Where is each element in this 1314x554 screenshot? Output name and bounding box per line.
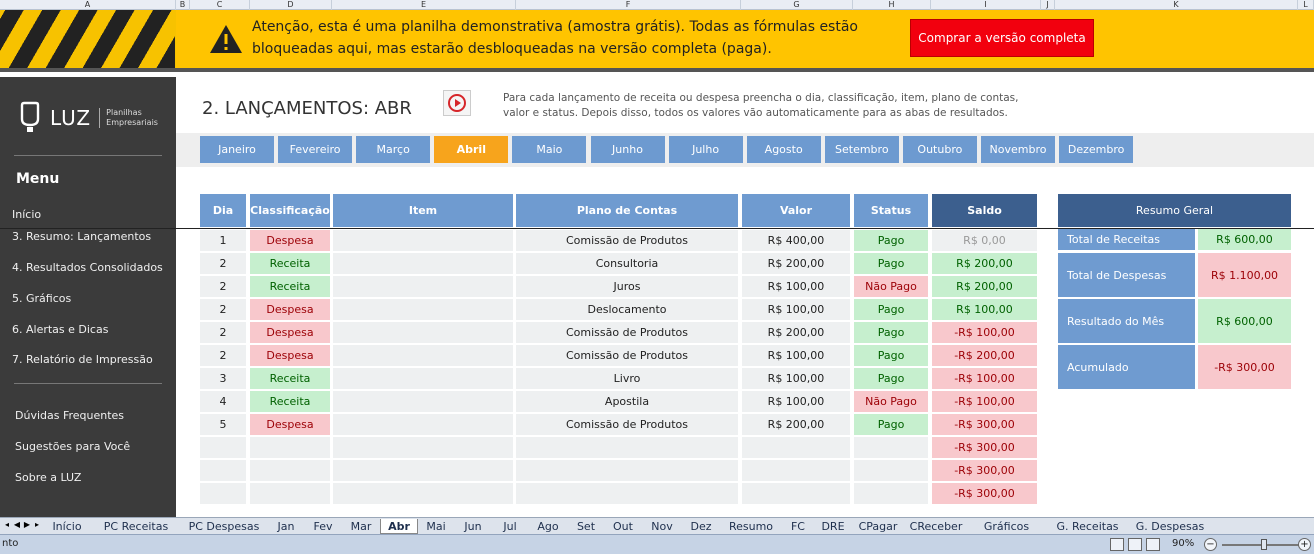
- cell-valor[interactable]: [742, 483, 852, 504]
- sidebar-divider: [14, 383, 162, 384]
- warning-banner: [0, 10, 1314, 68]
- resumo-label: Resultado do Mês: [1058, 299, 1195, 343]
- logo-word: LUZ: [50, 106, 92, 130]
- bulb-icon: [18, 101, 42, 135]
- sidebar-item-alertas-dicas[interactable]: 6. Alertas e Dicas: [12, 323, 109, 336]
- cell-status[interactable]: Não Pago: [854, 276, 930, 297]
- zoom-level[interactable]: 90%: [1172, 538, 1195, 549]
- cell-status[interactable]: Pago: [854, 345, 930, 366]
- cell-plano[interactable]: Comissão de Produtos: [516, 230, 740, 251]
- page-layout-view-icon[interactable]: [1128, 538, 1142, 551]
- cell-item[interactable]: [333, 368, 515, 389]
- resumo-value: R$ 600,00: [1198, 229, 1291, 250]
- sidebar-item-resultados-consolidados[interactable]: 4. Resultados Consolidados: [12, 261, 163, 274]
- cell-saldo[interactable]: -R$ 300,00: [932, 483, 1039, 504]
- cell-status[interactable]: [854, 460, 930, 481]
- sheet-tab[interactable]: Jul: [503, 520, 517, 533]
- sheet-tab[interactable]: G. Despesas: [1135, 520, 1205, 533]
- warning-icon: [209, 24, 243, 54]
- month-tab[interactable]: Julho: [669, 136, 743, 163]
- sheet-tab[interactable]: CReceber: [909, 520, 963, 533]
- tab-first-icon[interactable]: ◂: [4, 520, 9, 529]
- cell-plano[interactable]: Apostila: [516, 391, 740, 412]
- month-tab[interactable]: Junho: [591, 136, 665, 163]
- sheet-tab[interactable]: Dez: [690, 520, 712, 533]
- sheet-tab[interactable]: Fev: [313, 520, 333, 533]
- cell-dia[interactable]: [200, 437, 248, 458]
- sheet-tab-bar: [0, 517, 1314, 534]
- sheet-tab[interactable]: Início: [52, 520, 82, 533]
- cell-classificacao[interactable]: [250, 483, 332, 504]
- resumo-label: Total de Receitas: [1058, 229, 1195, 250]
- table-header-classificacao: Classificação: [250, 194, 332, 227]
- table-header-valor: Valor: [742, 194, 852, 227]
- sheet-tab[interactable]: PC Receitas: [103, 520, 169, 533]
- column-header[interactable]: G: [741, 0, 853, 10]
- month-tab[interactable]: Maio: [512, 136, 586, 163]
- month-tab[interactable]: Março: [356, 136, 430, 163]
- sheet-tab[interactable]: Jun: [464, 520, 482, 533]
- cell-saldo[interactable]: -R$ 300,00: [932, 437, 1039, 458]
- column-header[interactable]: J: [1041, 0, 1055, 10]
- cell-valor[interactable]: R$ 200,00: [742, 253, 852, 274]
- resumo-geral-header: Resumo Geral: [1058, 194, 1291, 227]
- sidebar-item-sugestoes[interactable]: Sugestões para Você: [15, 440, 131, 453]
- column-header[interactable]: F: [516, 0, 741, 10]
- cell-item[interactable]: [333, 345, 515, 366]
- cell-dia[interactable]: 4: [200, 391, 248, 412]
- sidebar-divider: [14, 155, 162, 156]
- normal-view-icon[interactable]: [1110, 538, 1124, 551]
- cell-classificacao[interactable]: [250, 437, 332, 458]
- sheet-tab[interactable]: Resumo: [728, 520, 774, 533]
- cell-saldo[interactable]: -R$ 300,00: [932, 414, 1039, 435]
- resumo-value: R$ 1.100,00: [1198, 253, 1291, 297]
- cell-plano[interactable]: Consultoria: [516, 253, 740, 274]
- cell-status[interactable]: Pago: [854, 253, 930, 274]
- cell-dia[interactable]: 2: [200, 322, 248, 343]
- video-play-button[interactable]: [443, 90, 471, 116]
- luz-logo: [18, 101, 158, 135]
- resumo-value: R$ 600,00: [1198, 299, 1291, 343]
- column-header[interactable]: E: [332, 0, 516, 10]
- resumo-label: Total de Despesas: [1058, 253, 1195, 297]
- month-tab[interactable]: Outubro: [903, 136, 977, 163]
- play-icon: [448, 94, 466, 112]
- month-tab[interactable]: Dezembro: [1059, 136, 1133, 163]
- column-header[interactable]: C: [190, 0, 250, 10]
- table-header-dia: Dia: [200, 194, 248, 227]
- cell-saldo[interactable]: R$ 0,00: [932, 230, 1039, 251]
- cell-classificacao[interactable]: Despesa: [250, 322, 332, 343]
- cell-valor[interactable]: R$ 200,00: [742, 414, 852, 435]
- cell-valor[interactable]: R$ 100,00: [742, 299, 852, 320]
- cell-classificacao[interactable]: Receita: [250, 368, 332, 389]
- month-tab[interactable]: Janeiro: [200, 136, 274, 163]
- cell-status[interactable]: Pago: [854, 322, 930, 343]
- logo-sub-line-1: Planilhas: [106, 108, 142, 117]
- zoom-out-icon[interactable]: −: [1204, 538, 1217, 551]
- cell-plano[interactable]: Deslocamento: [516, 299, 740, 320]
- cell-item[interactable]: [333, 322, 515, 343]
- sheet-tab[interactable]: Gráficos: [983, 520, 1030, 533]
- cell-classificacao[interactable]: Receita: [250, 391, 332, 412]
- cell-plano[interactable]: [516, 483, 740, 504]
- sheet-tab[interactable]: Mai: [426, 520, 446, 533]
- cell-classificacao[interactable]: Despesa: [250, 414, 332, 435]
- sheet-tab[interactable]: Abr: [380, 519, 418, 534]
- cell-item[interactable]: [333, 276, 515, 297]
- cell-status[interactable]: [854, 437, 930, 458]
- cell-dia[interactable]: 3: [200, 368, 248, 389]
- tab-last-icon[interactable]: ▸: [34, 520, 39, 529]
- cell-classificacao[interactable]: Despesa: [250, 345, 332, 366]
- cell-dia[interactable]: 2: [200, 299, 248, 320]
- cell-classificacao[interactable]: Receita: [250, 276, 332, 297]
- sheet-tab[interactable]: Set: [576, 520, 596, 533]
- resumo-label: Acumulado: [1058, 345, 1195, 389]
- sidebar-item-relatorio-impressao[interactable]: 7. Relatório de Impressão: [12, 353, 153, 366]
- status-text: nto: [2, 538, 19, 549]
- hazard-stripes: [0, 10, 175, 68]
- cell-classificacao[interactable]: [250, 460, 332, 481]
- cell-saldo[interactable]: -R$ 100,00: [932, 368, 1039, 389]
- column-header[interactable]: L: [1298, 0, 1314, 10]
- cell-item[interactable]: [333, 391, 515, 412]
- sheet-tab[interactable]: Out: [613, 520, 633, 533]
- cell-status[interactable]: Pago: [854, 414, 930, 435]
- tab-prev-icon[interactable]: ◀: [13, 520, 21, 529]
- zoom-in-icon[interactable]: +: [1298, 538, 1311, 551]
- cell-status[interactable]: Pago: [854, 368, 930, 389]
- sidebar-item-sobre[interactable]: Sobre a LUZ: [15, 471, 82, 484]
- warning-text: Atenção, esta é uma planilha demonstrativa (amostra grátis). Todas as fórmulas estão bloqueadas aqui, mas estarão desbloqueadas na versão completa (paga).: [252, 19, 858, 57]
- cell-classificacao[interactable]: Despesa: [250, 230, 332, 251]
- sheet-tab[interactable]: G. Receitas: [1056, 520, 1119, 533]
- month-tab[interactable]: Agosto: [747, 136, 821, 163]
- month-tab[interactable]: Fevereiro: [278, 136, 352, 163]
- cell-saldo[interactable]: -R$ 300,00: [932, 460, 1039, 481]
- column-header[interactable]: I: [931, 0, 1041, 10]
- menu-title: Menu: [16, 171, 60, 187]
- cell-item[interactable]: [333, 299, 515, 320]
- column-header[interactable]: H: [853, 0, 931, 10]
- cell-classificacao[interactable]: Despesa: [250, 299, 332, 320]
- cell-saldo[interactable]: R$ 200,00: [932, 253, 1039, 274]
- cell-valor[interactable]: [742, 437, 852, 458]
- cell-dia[interactable]: 2: [200, 345, 248, 366]
- cell-classificacao[interactable]: Receita: [250, 253, 332, 274]
- page-title: 2. LANÇAMENTOS: ABR: [202, 98, 412, 119]
- cell-dia[interactable]: [200, 460, 248, 481]
- cell-item[interactable]: [333, 230, 515, 251]
- cell-plano[interactable]: [516, 460, 740, 481]
- sidebar: [0, 77, 176, 517]
- cell-saldo[interactable]: -R$ 200,00: [932, 345, 1039, 366]
- cell-dia[interactable]: 1: [200, 230, 248, 251]
- cell-saldo[interactable]: R$ 100,00: [932, 299, 1039, 320]
- logo-sub-line-2: Empresariais: [106, 118, 158, 127]
- cell-valor[interactable]: R$ 200,00: [742, 322, 852, 343]
- divider: [0, 72, 1314, 77]
- zoom-slider-thumb[interactable]: [1261, 539, 1267, 550]
- table-header-saldo: Saldo: [932, 194, 1039, 227]
- cell-valor[interactable]: R$ 100,00: [742, 276, 852, 297]
- sheet-tab[interactable]: FC: [790, 520, 805, 533]
- column-header[interactable]: D: [250, 0, 332, 10]
- cell-dia[interactable]: 5: [200, 414, 248, 435]
- table-header-item: Item: [333, 194, 515, 227]
- cell-item[interactable]: [333, 437, 515, 458]
- cell-saldo[interactable]: -R$ 100,00: [932, 322, 1039, 343]
- month-tab[interactable]: Setembro: [825, 136, 899, 163]
- table-header-plano: Plano de Contas: [516, 194, 740, 227]
- column-header[interactable]: K: [1055, 0, 1298, 10]
- cell-item[interactable]: [333, 253, 515, 274]
- sheet-tab[interactable]: Jan: [277, 520, 295, 533]
- cell-plano[interactable]: Comissão de Produtos: [516, 345, 740, 366]
- sheet-tab[interactable]: Nov: [651, 520, 673, 533]
- cell-dia[interactable]: 2: [200, 253, 248, 274]
- sidebar-item-graficos[interactable]: 5. Gráficos: [12, 292, 72, 305]
- sheet-tab[interactable]: DRE: [821, 520, 845, 533]
- sheet-tab[interactable]: CPagar: [858, 520, 898, 533]
- cell-item[interactable]: [333, 460, 515, 481]
- logo-subtitle: [99, 108, 158, 128]
- cell-plano[interactable]: Comissão de Produtos: [516, 414, 740, 435]
- cell-status[interactable]: Não Pago: [854, 391, 930, 412]
- page-break-view-icon[interactable]: [1146, 538, 1160, 551]
- cell-dia[interactable]: 2: [200, 276, 248, 297]
- cell-plano[interactable]: Juros: [516, 276, 740, 297]
- cell-plano[interactable]: [516, 437, 740, 458]
- cell-valor[interactable]: R$ 100,00: [742, 391, 852, 412]
- sheet-tab[interactable]: Mar: [350, 520, 372, 533]
- cell-item[interactable]: [333, 483, 515, 504]
- cell-saldo[interactable]: -R$ 100,00: [932, 391, 1039, 412]
- sheet-tab[interactable]: PC Despesas: [188, 520, 260, 533]
- status-bar: [0, 534, 1314, 554]
- sidebar-item-resumo-lancamentos[interactable]: 3. Resumo: Lançamentos: [12, 230, 152, 243]
- sidebar-item-inicio[interactable]: Início: [12, 208, 42, 221]
- cell-valor[interactable]: R$ 400,00: [742, 230, 852, 251]
- cell-valor[interactable]: [742, 460, 852, 481]
- cell-valor[interactable]: R$ 100,00: [742, 345, 852, 366]
- cell-saldo[interactable]: R$ 200,00: [932, 276, 1039, 297]
- cell-dia[interactable]: [200, 483, 248, 504]
- frozen-pane-line: [0, 228, 1314, 229]
- column-header[interactable]: B: [176, 0, 190, 10]
- cell-plano[interactable]: Livro: [516, 368, 740, 389]
- sidebar-item-duvidas[interactable]: Dúvidas Frequentes: [15, 409, 125, 422]
- month-tab[interactable]: Novembro: [981, 136, 1055, 163]
- cell-status[interactable]: Pago: [854, 230, 930, 251]
- column-header-bar: [0, 0, 1314, 10]
- column-header[interactable]: A: [0, 0, 176, 10]
- cell-valor[interactable]: R$ 100,00: [742, 368, 852, 389]
- cell-plano[interactable]: Comissão de Produtos: [516, 322, 740, 343]
- tab-next-icon[interactable]: ▶: [23, 520, 31, 529]
- resumo-value: -R$ 300,00: [1198, 345, 1291, 389]
- cell-item[interactable]: [333, 414, 515, 435]
- month-tab[interactable]: Abril: [434, 136, 508, 163]
- table-header-status: Status: [854, 194, 930, 227]
- sheet-tab[interactable]: Ago: [537, 520, 559, 533]
- cell-status[interactable]: [854, 483, 930, 504]
- buy-full-version-button[interactable]: Comprar a versão completa: [910, 19, 1094, 57]
- instructions-text: Para cada lançamento de receita ou despesa preencha o dia, classificação, item, plano de contas, valor e status. Depois disso, todos os valores vão automaticamente para as abas de resultados.: [503, 92, 1019, 119]
- cell-status[interactable]: Pago: [854, 299, 930, 320]
